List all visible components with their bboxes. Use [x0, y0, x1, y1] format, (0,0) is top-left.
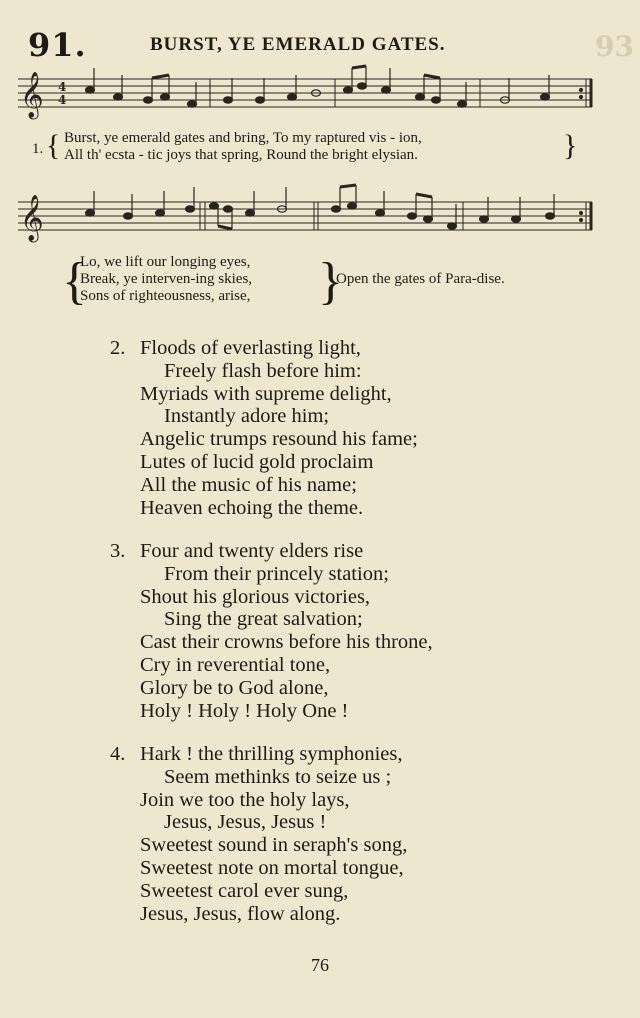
staff1-verse-number: 1. [32, 141, 44, 157]
stanza-2-line-4: Instantly adore him; [164, 405, 330, 428]
svg-text:𝄞: 𝄞 [20, 195, 44, 241]
stanza-4-line-7: Sweetest carol ever sung, [140, 879, 349, 902]
stanza-3-number: 3. [110, 540, 126, 562]
stanza-3-line-7: Glory be to God alone, [140, 676, 329, 699]
stanza-2-line-8: Heaven echoing the theme. [140, 496, 364, 519]
stanza-3-line-2: From their princely station; [164, 562, 389, 585]
stanza-2-line-1: 2. Floods of everlasting light, [110, 337, 361, 359]
stanza-4-line-8: Jesus, Jesus, flow along. [140, 902, 341, 925]
staff2-lyric-line-2: Break, ye interven-ing skies, [80, 271, 253, 287]
stanza-3-line-6: Cry in reverential tone, [140, 653, 331, 676]
staff2-right-brace: } [318, 253, 343, 310]
stanza-4 [110, 743, 407, 925]
hymn-number: 91. [28, 26, 87, 64]
stanza-2-line-6: Lutes of lucid gold proclaim [140, 450, 374, 473]
stanza-2-line-2: Freely flash before him: [164, 359, 362, 382]
stanza-3-line-5: Cast their crowns before his throne, [140, 631, 433, 654]
svg-text:𝄞: 𝄞 [20, 72, 44, 118]
stanza-2-number: 2. [110, 337, 126, 359]
stanza-4-number: 4. [110, 743, 126, 765]
stanza-3-line-3: Shout his glorious victories, [140, 585, 371, 608]
staff1-lyric-line-2: All th' ecsta - tic joys that spring, Round the bright elysian. [64, 147, 418, 163]
stanza-4-line-1: 4. Hark ! the thrilling symphonies, [110, 743, 403, 765]
svg-text:4: 4 [58, 80, 67, 94]
staff2-refrain: Open the gates of Para-dise. [336, 271, 505, 287]
stanza-2-line-7: All the music of his name; [140, 473, 357, 496]
hymn-title: BURST, YE EMERALD GATES. [150, 34, 446, 55]
stanza-4-line-2: Seem methinks to seize us ; [164, 765, 392, 788]
stanza-2-line-5: Angelic trumps resound his fame; [140, 428, 418, 451]
staff1-lyric-line-1: Burst, ye emerald gates and bring, To my raptured vis - ion, [64, 130, 422, 146]
stanza-3 [110, 540, 433, 722]
stanza-3-line-1: 3. Four and twenty elders rise [110, 540, 364, 562]
stanza-4-line-5: Sweetest sound in seraph's song, [140, 834, 408, 857]
stanza-2 [110, 337, 418, 519]
stanza-2-line-3: Myriads with supreme delight, [140, 382, 392, 405]
staff2-lyric-line-1: Lo, we lift our longing eyes, [80, 254, 251, 270]
music-staff-2 [0, 0, 640, 260]
svg-text:4: 4 [58, 93, 67, 107]
stanza-4-line-4: Jesus, Jesus, Jesus ! [164, 811, 327, 834]
page-number: 76 [311, 955, 329, 975]
stanza-3-line-8: Holy ! Holy ! Holy One ! [140, 699, 349, 722]
staff2-left-brace: { [62, 253, 87, 310]
stanza-3-line-4: Sing the great salvation; [164, 608, 363, 631]
stanza-4-line-6: Sweetest note on mortal tongue, [140, 856, 404, 879]
right-brace: } [563, 129, 578, 162]
left-brace: { [46, 129, 61, 162]
staff2-lyric-line-3: Sons of righteousness, arise, [80, 288, 251, 304]
bleed-through-number: 93 [595, 30, 634, 63]
stanza-4-line-3: Join we too the holy lays, [140, 788, 350, 811]
